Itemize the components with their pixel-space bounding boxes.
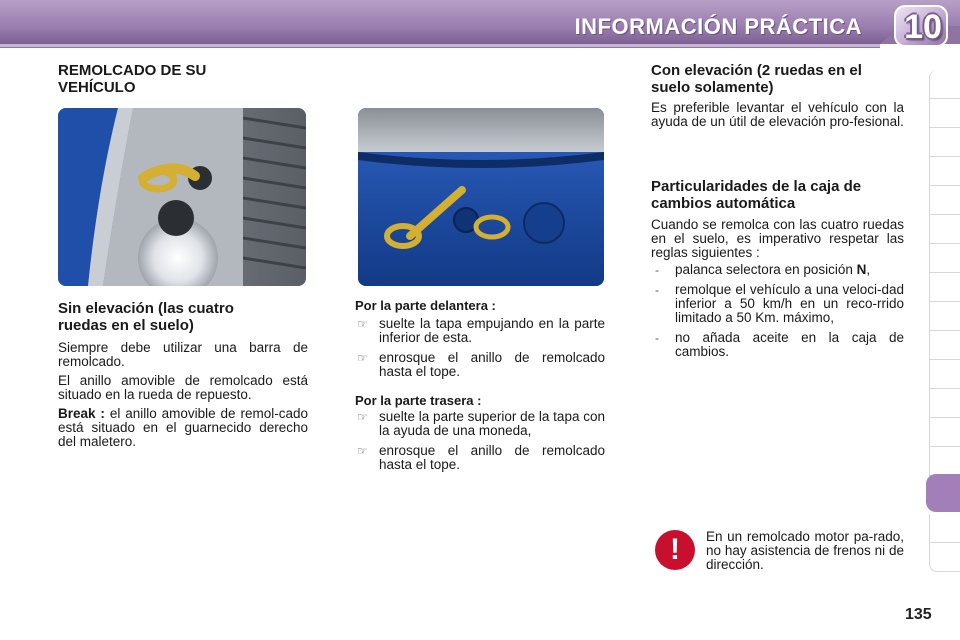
rear-steps-list <box>355 410 605 478</box>
list-item-text: suelte la tapa empujando en la parte inferior de esta. <box>379 316 605 345</box>
break-text: el anillo amovible de remol-cado está situado en el guarnecido derecho del maletero. <box>58 406 308 449</box>
front-steps-list <box>355 317 605 385</box>
side-tab[interactable] <box>929 302 960 331</box>
gearbox-rules-list <box>651 263 904 365</box>
paragraph <box>58 407 308 449</box>
warning-text: En un remolcado motor pa-rado, no hay asistencia de frenos ni de dirección. <box>706 529 904 572</box>
side-tab[interactable] <box>929 215 960 244</box>
pointing-hand-icon: ☞ <box>357 351 368 365</box>
subsection-title-line: ruedas en el suelo) <box>58 317 194 334</box>
warning-note <box>706 530 904 577</box>
gear-position-n: N <box>856 262 867 277</box>
list-item <box>651 283 904 325</box>
side-tab[interactable] <box>929 331 960 360</box>
page-number: 135 <box>905 606 932 623</box>
paragraph: Es preferible levantar el vehículo con la ayuda de un útil de elevación pro-fesional. <box>651 100 904 129</box>
side-tab[interactable] <box>929 447 960 476</box>
list-item-tail: , <box>866 262 871 277</box>
rear-heading: Por la parte trasera : <box>355 393 482 408</box>
front-towing-illustration <box>58 108 306 286</box>
list-item-text: remolque el vehículo a una veloci-dad inferior a 50 km/h en un reco-rrido limitado a 50 Km. máximo, <box>675 282 904 325</box>
chapter-number: 10 <box>904 8 942 46</box>
side-tab[interactable] <box>929 543 960 572</box>
dash-marker: - <box>655 283 659 297</box>
list-item <box>355 317 605 345</box>
paragraph: El anillo amovible de remolcado está situado en la rueda de repuesto. <box>58 373 308 402</box>
side-tab[interactable] <box>929 99 960 128</box>
pointing-hand-icon: ☞ <box>357 444 368 458</box>
warning-icon: ! <box>655 530 695 570</box>
col1-body <box>58 341 308 454</box>
rear-towing-photo <box>358 108 604 286</box>
side-tab[interactable] <box>929 273 960 302</box>
break-label: Break : <box>58 406 105 421</box>
col3-body-2 <box>651 218 904 265</box>
auto-gearbox-title-line: Particularidades de la caja de <box>651 178 862 195</box>
list-item-text: enrosque el anillo de remolcado hasta el tope. <box>379 443 605 472</box>
pointing-hand-icon: ☞ <box>357 317 368 331</box>
lift-towing-title-line: suelo solamente) <box>651 79 774 96</box>
side-tab[interactable] <box>929 514 960 543</box>
list-item-text: palanca selectora en posición <box>675 262 857 277</box>
section-title-line: VEHÍCULO <box>58 79 136 96</box>
side-tab[interactable] <box>929 128 960 157</box>
dash-marker: - <box>655 263 659 277</box>
paragraph: Siempre debe utilizar una barra de remolcado. <box>58 340 308 369</box>
subsection-title-line: Sin elevación (las cuatro <box>58 300 234 317</box>
side-tab[interactable] <box>929 360 960 389</box>
lift-towing-title-line: Con elevación (2 ruedas en el <box>651 62 862 79</box>
section-title <box>58 62 206 96</box>
side-tab[interactable] <box>929 186 960 215</box>
col3-body-1 <box>651 101 904 134</box>
lift-towing-title <box>651 62 862 96</box>
side-tab[interactable] <box>929 244 960 273</box>
dash-marker: - <box>655 331 659 345</box>
auto-gearbox-title-line: cambios automática <box>651 195 796 212</box>
page-header-title: INFORMACIÓN PRÁCTICA <box>574 14 862 39</box>
list-item <box>355 444 605 472</box>
side-tab-active[interactable] <box>926 474 960 512</box>
front-heading: Por la parte delantera : <box>355 298 496 313</box>
paragraph: Cuando se remolca con las cuatro ruedas en el suelo, es imperativo respetar las reglas siguientes : <box>651 217 904 260</box>
side-tab[interactable] <box>929 70 960 99</box>
rear-towing-illustration <box>358 108 604 286</box>
list-item <box>355 351 605 379</box>
front-towing-photo <box>58 108 306 286</box>
auto-gearbox-title <box>651 178 861 212</box>
list-item-text: suelte la parte superior de la tapa con la ayuda de una moneda, <box>379 409 605 438</box>
list-item <box>651 331 904 359</box>
list-item <box>651 263 904 277</box>
list-item-text: no añada aceite en la caja de cambios. <box>675 330 904 359</box>
list-item-text: enrosque el anillo de remolcado hasta el tope. <box>379 350 605 379</box>
pointing-hand-icon: ☞ <box>357 410 368 424</box>
side-tab[interactable] <box>929 389 960 418</box>
side-tab[interactable] <box>929 418 960 447</box>
side-tab[interactable] <box>929 157 960 186</box>
subsection-title <box>58 300 234 334</box>
list-item <box>355 410 605 438</box>
section-title-line: REMOLCADO DE SU <box>58 62 207 79</box>
